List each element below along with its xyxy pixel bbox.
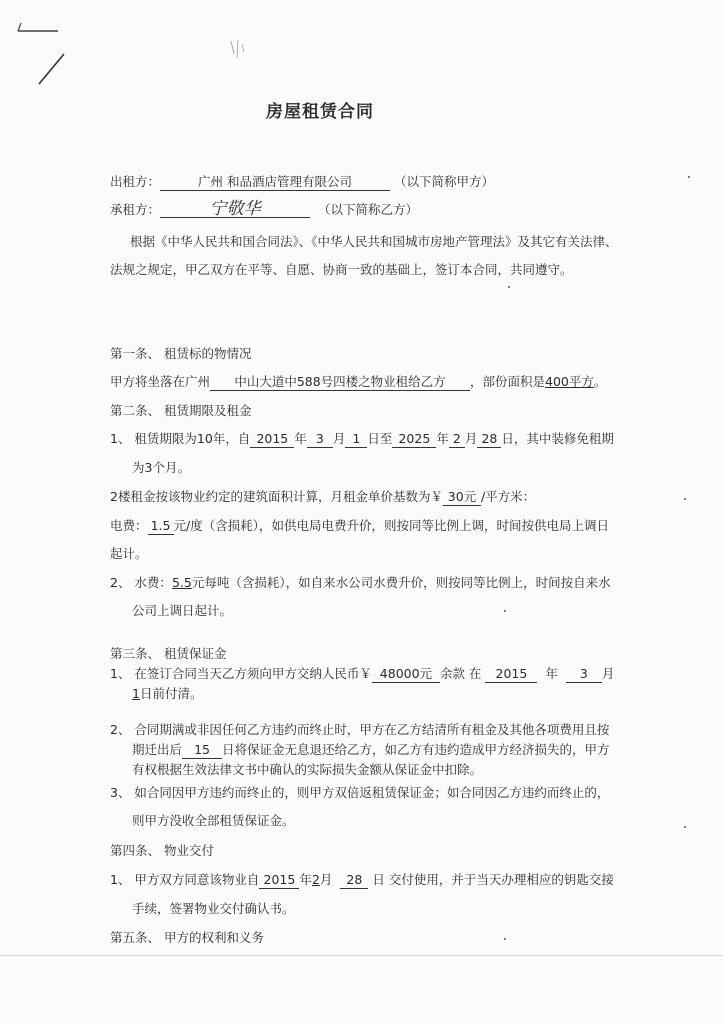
scan-dot: [684, 826, 686, 828]
refund-line-2: [132, 742, 610, 759]
electricity-price: 1.5: [148, 518, 174, 535]
scan-dot: [688, 176, 690, 178]
start-year: 2015: [250, 431, 294, 448]
breach-line-2: 则甲方没收全部租赁保证金。: [132, 813, 295, 828]
art2-part: /平方米：: [480, 489, 536, 504]
art2-part: 日至: [367, 431, 393, 446]
scan-artifact-marks: [12, 18, 92, 108]
scan-dot: [684, 498, 686, 500]
art1-part: 甲方将坐落在广州: [110, 374, 211, 389]
art4-part: 月: [319, 872, 333, 887]
art3-part: 日将保证金无息退还给乙方，如乙方有违约造成甲方经济损失的，甲方: [222, 742, 610, 757]
rent-rate-line: [110, 489, 535, 506]
art2-part: 年: [436, 431, 449, 446]
art4-part: 1、 甲方双方同意该物业自: [110, 872, 260, 887]
rent-unit-price: 30元: [443, 489, 481, 506]
property-address: 中山大道中588号四楼之物业租给乙方: [210, 374, 470, 391]
scan-dot: [504, 610, 506, 612]
article-1-heading: 第一条、 租赁标的物情况: [110, 346, 252, 361]
deposit-amount: 48000元: [372, 666, 440, 683]
art1-part: 。: [593, 374, 607, 389]
water-line-2: 公司上调日起计。: [132, 603, 233, 618]
refund-days: 15: [182, 742, 222, 759]
breach-line-1: 3、 如合同因甲方违约而终止的，则甲方双倍返租赁保证金；如合同因乙方违约而终止的，: [110, 785, 610, 800]
article-5-heading: 第五条、 甲方的权利和义务: [110, 930, 264, 945]
art3-part: 1、 在签订合同当天乙方须向甲方交纳人民币￥: [110, 666, 372, 681]
lessee-line: [110, 201, 418, 218]
electricity-line-2: 起计。: [110, 546, 148, 561]
article-3-heading: 第三条、 租赁保证金: [110, 646, 227, 661]
art3-part: 年: [545, 666, 558, 681]
handover-year: 2015: [259, 872, 299, 889]
intro-line-2: 法规之规定，甲乙双方在平等、自愿、协商一致的基础上，签订本合同，共同遵守。: [110, 262, 573, 277]
start-day: 1: [345, 431, 367, 448]
handover-line: [110, 872, 614, 889]
scan-edge-line: [0, 955, 723, 956]
art3-part: 月: [601, 666, 615, 681]
deposit-year: 2015: [485, 666, 537, 683]
handover-line-2: 手续，签署物业交付确认书。: [132, 901, 295, 916]
scan-dot: [508, 286, 510, 288]
deposit-month: 3: [566, 666, 602, 683]
art2-part: 2、 水费：: [110, 575, 172, 590]
end-day: 28: [477, 431, 501, 448]
art2-part: 月: [464, 431, 478, 446]
lessor-line: [110, 174, 494, 191]
deposit-line-2: [132, 686, 202, 702]
lessee-suffix: （以下简称乙方）: [317, 202, 418, 217]
art2-part: 月: [332, 431, 346, 446]
water-price: 5.5: [171, 575, 192, 590]
end-year: 2025: [392, 431, 436, 448]
lessor-suffix: （以下简称甲方）: [394, 174, 495, 189]
art4-part: 日 交付使用，并于当天办理相应的钥匙交接: [372, 872, 614, 887]
lessor-value: 广州 和品酒店管理有限公司: [160, 174, 390, 191]
lease-term-line: [110, 431, 614, 448]
art2-part: 日，其中装修免租期: [501, 431, 614, 446]
scan-dot: [504, 938, 506, 940]
art3-part: 余款 在: [439, 666, 482, 681]
end-month: 2: [449, 431, 465, 448]
deposit-line: [110, 666, 614, 683]
lessor-label: 出租方：: [110, 174, 161, 189]
property-area: 400平方: [545, 374, 594, 389]
article-4-heading: 第四条、 物业交付: [110, 843, 214, 858]
scan-smudge: [226, 36, 256, 66]
rent-free-period: 为3个月。: [132, 460, 190, 475]
art2-part: 2楼租金按该物业约定的建筑面积计算，月租金单价基数为￥: [110, 489, 443, 504]
article-2-heading: 第二条、 租赁期限及租金: [110, 403, 252, 418]
lessee-signature: 宁敬华: [160, 201, 310, 218]
art2-part: 元每吨（含损耗），如自来水公司水费升价，则按同等比例上，时间按自来水: [191, 575, 611, 590]
article-1-text: [110, 374, 606, 391]
art2-part: 电费：: [110, 518, 148, 533]
handover-month: 2: [311, 872, 320, 887]
refund-line-1: 2、 合同期满或非因任何乙方违约而终止时，甲方在乙方结清所有租金及其他各项费用且按: [110, 722, 610, 737]
art3-part: 期迁出后: [132, 742, 183, 757]
deposit-day: 1: [132, 686, 140, 701]
art1-part: ，部份面积是: [470, 374, 546, 389]
handover-day: 28: [340, 872, 368, 889]
water-line: [110, 575, 611, 591]
electricity-line: [110, 518, 609, 535]
art3-part: 日前付清。: [139, 686, 203, 701]
start-month: 3: [307, 431, 333, 448]
refund-line-3: 有权根据生效法律文书中确认的实际损失金额从保证金中扣除。: [132, 762, 483, 777]
art2-part: 年: [294, 431, 307, 446]
art2-part: 元/度（含损耗），如供电局电费升价，则按同等比例上调，时间按供电局上调日: [173, 518, 609, 533]
document-title: 房屋租赁合同: [266, 102, 374, 122]
art4-part: 年: [299, 872, 312, 887]
intro-line-1: 根据《中华人民共和国合同法》、《中华人民共和国城市房地产管理法》及其它有关法律、: [130, 234, 618, 249]
art2-part: 1、 租赁期限为10年，自: [110, 431, 251, 446]
lessee-label: 承租方：: [110, 202, 161, 217]
